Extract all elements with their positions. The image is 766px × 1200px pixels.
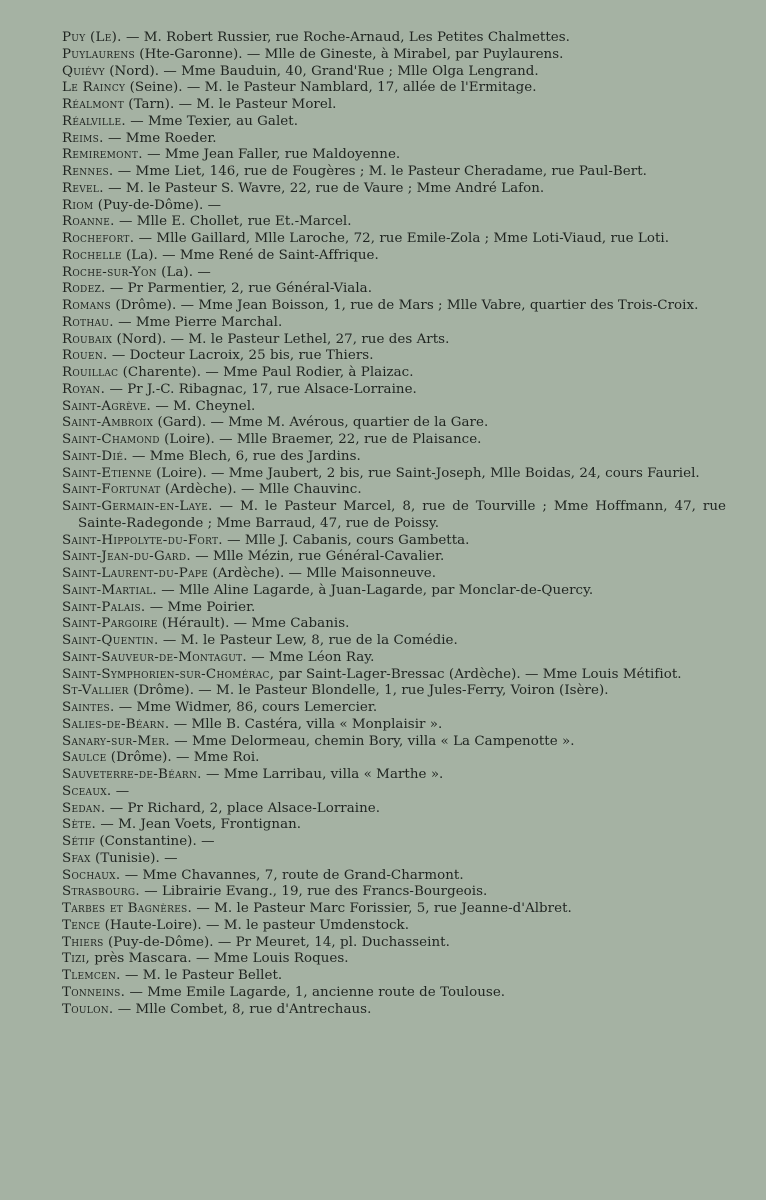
directory-entry bbox=[62, 884, 726, 901]
entry-place-name: Saint-Jean-du-Gard. bbox=[62, 549, 191, 565]
directory-entry bbox=[62, 248, 726, 265]
entry-place-name: Tence bbox=[62, 917, 101, 933]
directory-entry bbox=[62, 399, 726, 416]
entry-details: (Hte-Garonne). — Mlle de Gineste, à Mirabel, par Puylaurens. bbox=[134, 46, 564, 62]
entry-place-name: Tonneins. bbox=[62, 984, 126, 1000]
directory-entry bbox=[62, 231, 726, 248]
directory-entry bbox=[62, 499, 726, 533]
entry-place-name: Rouillac bbox=[62, 365, 119, 380]
entry-place-name: Sanary-sur-Mer. bbox=[62, 733, 170, 749]
directory-entry bbox=[62, 717, 726, 734]
entry-place-name: Saintes. bbox=[62, 700, 115, 715]
entry-place-name: Thiers bbox=[62, 934, 104, 950]
entry-details: (Ardèche). — Mlle Maisonneuve. bbox=[208, 566, 437, 581]
directory-entry bbox=[62, 214, 726, 231]
entry-details: — Mlle B. Castéra, villa « Monplaisir ». bbox=[169, 716, 443, 732]
entry-place-name: Riom bbox=[62, 197, 94, 213]
entry-details: (Haute-Loire). — M. le pasteur Umdenstock. bbox=[100, 917, 410, 933]
entry-details: — Librairie Evang., 19, rue des Francs-Bourgeois. bbox=[139, 884, 488, 900]
directory-entry bbox=[62, 80, 726, 97]
entry-place-name: Saint-Symphorien-sur-Chomérac, bbox=[62, 666, 275, 682]
entry-details: — Mme Liet, 146, rue de Fougères ; M. le Pasteur Cheradame, rue Paul-Bert. bbox=[113, 164, 647, 179]
entry-details: (Tunisie). — bbox=[90, 850, 178, 866]
entry-place-name: Tlemcen. bbox=[62, 968, 121, 983]
entry-place-name: Rodez. bbox=[62, 281, 106, 297]
directory-entry bbox=[62, 147, 726, 164]
directory-entry bbox=[62, 382, 726, 399]
entry-details: (Tarn). — M. le Pasteur Morel. bbox=[124, 97, 337, 112]
entry-place-name: Strasbourg. bbox=[62, 884, 140, 900]
entry-place-name: Saulce bbox=[62, 750, 107, 766]
entry-place-name: Réalmont bbox=[62, 97, 124, 112]
entry-details: — Docteur Lacroix, 25 bis, rue Thiers. bbox=[107, 348, 374, 364]
directory-entry bbox=[62, 482, 726, 499]
directory-entry bbox=[62, 901, 726, 918]
entry-details: — Mlle J. Cabanis, cours Gambetta. bbox=[222, 532, 470, 548]
entry-place-name: Le Raincy bbox=[62, 80, 126, 96]
directory-entry bbox=[62, 315, 726, 332]
directory-entry bbox=[62, 767, 726, 784]
entry-details: — Mme Texier, au Galet. bbox=[125, 113, 299, 129]
entry-details: — M. le Pasteur Marc Forissier, 5, rue Jeanne-d'Albret. bbox=[192, 901, 572, 916]
directory-entry bbox=[62, 64, 726, 81]
directory-entry bbox=[62, 1002, 726, 1019]
entry-place-name: Saint-Agrève. bbox=[62, 398, 152, 414]
entry-details: (Nord). — Mme Bauduin, 40, Grand'Rue ; Mlle Olga Lengrand. bbox=[104, 63, 539, 79]
entry-details: (Drôme). — Mme Jean Boisson, 1, rue de Mars ; Mlle Vabre, quartier des Trois-Croix. bbox=[111, 298, 699, 313]
entry-details: — M. le Pasteur Marcel, 8, rue de Tourville ; Mme Hoffmann, 47, rue Sainte-Radegonde ; Mme Barraud, 47, rue de Poissy. bbox=[78, 499, 726, 531]
entry-place-name: Sochaux. bbox=[62, 867, 121, 883]
directory-entry bbox=[62, 834, 726, 851]
entry-details: — Mme Pierre Marchal. bbox=[113, 314, 283, 330]
directory-entry bbox=[62, 348, 726, 365]
directory-entry bbox=[62, 47, 726, 64]
entry-place-name: Rouen. bbox=[62, 348, 108, 364]
entry-place-name: Saint-Laurent-du-Pape bbox=[62, 566, 209, 581]
directory-entry bbox=[62, 650, 726, 667]
entry-details: — Mme Larribau, villa « Marthe ». bbox=[201, 767, 444, 782]
entry-place-name: Rennes. bbox=[62, 164, 114, 179]
entry-place-name: Saint-Quentin. bbox=[62, 633, 159, 648]
entry-place-name: Roche-sur-Yon bbox=[62, 264, 157, 280]
directory-entry bbox=[62, 801, 726, 818]
entry-place-name: Sceaux. bbox=[62, 783, 112, 799]
directory-entry bbox=[62, 265, 726, 282]
directory-entry bbox=[62, 114, 726, 131]
entry-details: — Mme Jean Faller, rue Maldoyenne. bbox=[142, 147, 401, 163]
directory-entry bbox=[62, 951, 726, 968]
entry-place-name: Saint-Palais. bbox=[62, 599, 146, 615]
entry-place-name: Toulon. bbox=[62, 1001, 114, 1017]
directory-entry bbox=[62, 868, 726, 885]
entry-details: (La). — Mme René de Saint-Affrique. bbox=[121, 247, 379, 263]
entry-place-name: Reims. bbox=[62, 130, 104, 146]
entry-details: — Mme Poirier. bbox=[145, 599, 256, 615]
entry-details: — Mlle E. Chollet, rue Et.-Marcel. bbox=[114, 214, 352, 230]
entry-place-name: Sfax bbox=[62, 850, 91, 866]
directory-entry bbox=[62, 784, 726, 801]
entry-details: — M. Jean Voets, Frontignan. bbox=[96, 817, 302, 833]
directory-entry bbox=[62, 432, 726, 449]
entry-details: — M. Cheynel. bbox=[151, 398, 256, 414]
entry-place-name: Saint-Fortunat bbox=[62, 482, 161, 498]
entry-details: par Saint-Lager-Bressac (Ardèche). — Mme Louis Métifiot. bbox=[274, 666, 682, 682]
address-list bbox=[62, 30, 726, 1018]
entry-place-name: Rochelle bbox=[62, 247, 122, 263]
directory-entry bbox=[62, 365, 726, 382]
directory-entry bbox=[62, 30, 726, 47]
entry-place-name: Réalville. bbox=[62, 113, 126, 129]
directory-entry bbox=[62, 415, 726, 432]
entry-place-name: Saint-Dié. bbox=[62, 448, 128, 464]
entry-details: (Gard). — Mme M. Avérous, quartier de la Gare. bbox=[153, 415, 489, 431]
entry-details: (Loire). — Mme Jaubert, 2 bis, rue Saint-Joseph, Mlle Boidas, 24, cours Fauriel. bbox=[151, 465, 700, 481]
entry-place-name: Roanne. bbox=[62, 214, 115, 230]
entry-details: (Puy-de-Dôme). — Pr Meuret, 14, pl. Duchasseint. bbox=[103, 934, 450, 950]
directory-entry bbox=[62, 918, 726, 935]
entry-details: — Mme Emile Lagarde, 1, ancienne route de Toulouse. bbox=[125, 984, 506, 1000]
entry-place-name: Saint-Sauveur-de-Montagut. bbox=[62, 649, 247, 665]
directory-entry bbox=[62, 298, 726, 315]
directory-entry bbox=[62, 131, 726, 148]
entry-details: — M. Robert Russier, rue Roche-Arnaud, Les Petites Chalmettes. bbox=[121, 30, 570, 45]
directory-entry bbox=[62, 985, 726, 1002]
entry-place-name: Rochefort. bbox=[62, 231, 135, 246]
entry-details: — M. le Pasteur S. Wavre, 22, rue de Vaure ; Mme André Lafon. bbox=[103, 180, 545, 196]
directory-entry bbox=[62, 734, 726, 751]
entry-details: — bbox=[111, 783, 130, 799]
directory-entry bbox=[62, 683, 726, 700]
directory-entry bbox=[62, 281, 726, 298]
directory-entry bbox=[62, 817, 726, 834]
entry-details: (Charente). — Mme Paul Rodier, à Plaizac. bbox=[118, 365, 414, 380]
entry-place-name: Romans bbox=[62, 298, 112, 313]
entry-place-name: Quiévy bbox=[62, 63, 105, 79]
entry-place-name: Saint-Ambroix bbox=[62, 415, 154, 431]
entry-place-name: Saint-Pargoire bbox=[62, 616, 158, 632]
entry-details: (Nord). — M. le Pasteur Lethel, 27, rue des Arts. bbox=[112, 331, 450, 347]
directory-entry bbox=[62, 935, 726, 952]
directory-entry bbox=[62, 600, 726, 617]
entry-place-name: Sète. bbox=[62, 817, 97, 833]
directory-entry bbox=[62, 198, 726, 215]
entry-details: (Drôme). — M. le Pasteur Blondelle, 1, rue Jules-Ferry, Voiron (Isère). bbox=[128, 683, 609, 699]
directory-entry bbox=[62, 449, 726, 466]
entry-details: — M. le Pasteur Lew, 8, rue de la Comédie. bbox=[158, 633, 458, 648]
entry-details: — Mlle Aline Lagarde, à Juan-Lagarde, par Monclar-de-Quercy. bbox=[156, 582, 594, 598]
directory-entry bbox=[62, 332, 726, 349]
directory-entry bbox=[62, 667, 726, 684]
entry-details: — Mme Chavannes, 7, route de Grand-Charmont. bbox=[120, 867, 464, 883]
directory-entry bbox=[62, 968, 726, 985]
entry-place-name: Roubaix bbox=[62, 331, 113, 347]
directory-entry bbox=[62, 533, 726, 550]
directory-entry bbox=[62, 164, 726, 181]
directory-entry bbox=[62, 566, 726, 583]
entry-place-name: Saint-Etienne bbox=[62, 465, 152, 481]
directory-entry bbox=[62, 633, 726, 650]
entry-place-name: St-Vallier bbox=[62, 683, 129, 699]
directory-entry bbox=[62, 97, 726, 114]
entry-details: — Mme Roeder. bbox=[103, 130, 217, 146]
entry-details: — Mlle Combet, 8, rue d'Antrechaus. bbox=[113, 1001, 372, 1017]
entry-details: — Mme Blech, 6, rue des Jardins. bbox=[127, 448, 361, 464]
entry-place-name: Saint-Hippolyte-du-Fort. bbox=[62, 532, 223, 548]
entry-details: — Mlle Gaillard, Mlle Laroche, 72, rue Emile-Zola ; Mme Loti-Viaud, rue Loti. bbox=[134, 231, 670, 246]
entry-details: — Pr Richard, 2, place Alsace-Lorraine. bbox=[105, 800, 381, 816]
entry-place-name: Sétif bbox=[62, 834, 96, 849]
entry-place-name: Royan. bbox=[62, 381, 106, 397]
entry-details: (Puy-de-Dôme). — bbox=[93, 197, 222, 213]
entry-place-name: Tarbes et Bagnères. bbox=[62, 901, 193, 916]
entry-details: (Constantine). — bbox=[95, 834, 215, 849]
entry-place-name: Revel. bbox=[62, 180, 104, 196]
directory-entry bbox=[62, 549, 726, 566]
directory-entry bbox=[62, 466, 726, 483]
entry-details: (Loire). — Mlle Braemer, 22, rue de Plaisance. bbox=[159, 432, 482, 447]
directory-entry bbox=[62, 700, 726, 717]
entry-details: (Hérault). — Mme Cabanis. bbox=[157, 616, 350, 632]
entry-details: — Mlle Mézin, rue Général-Cavalier. bbox=[190, 549, 445, 565]
directory-entry bbox=[62, 616, 726, 633]
entry-details: — Mme Widmer, 86, cours Lemercier. bbox=[114, 700, 378, 715]
entry-place-name: Puy (Le). bbox=[62, 30, 122, 45]
entry-place-name: Sedan. bbox=[62, 800, 106, 816]
entry-details: — Pr J.-C. Ribagnac, 17, rue Alsace-Lorraine. bbox=[105, 381, 417, 397]
directory-entry bbox=[62, 750, 726, 767]
entry-place-name: Salies-de-Béarn. bbox=[62, 716, 170, 732]
entry-details: — Pr Parmentier, 2, rue Général-Viala. bbox=[105, 281, 373, 297]
entry-place-name: Saint-Martial. bbox=[62, 582, 157, 598]
entry-place-name: Puylaurens bbox=[62, 46, 135, 62]
entry-details: — Mme Delormeau, chemin Bory, villa « La Campenotte ». bbox=[169, 733, 575, 749]
entry-details: — M. le Pasteur Bellet. bbox=[120, 968, 283, 983]
entry-place-name: Sauveterre-de-Béarn. bbox=[62, 767, 202, 782]
entry-place-name: Saint-Chamond bbox=[62, 432, 160, 447]
entry-details: (La). — bbox=[156, 264, 211, 280]
entry-place-name: Rothau. bbox=[62, 314, 114, 330]
entry-details: (Seine). — M. le Pasteur Namblard, 17, allée de l'Ermitage. bbox=[125, 80, 537, 96]
entry-details: (Drôme). — Mme Roi. bbox=[106, 750, 260, 766]
entry-details: près Mascara. — Mme Louis Roques. bbox=[90, 951, 349, 967]
directory-entry bbox=[62, 851, 726, 868]
directory-entry bbox=[62, 583, 726, 600]
entry-place-name: Saint-Germain-en-Laye. bbox=[62, 499, 213, 514]
entry-place-name: Tizi, bbox=[62, 951, 91, 967]
entry-details: (Ardèche). — Mlle Chauvinc. bbox=[160, 482, 362, 498]
directory-entry bbox=[62, 181, 726, 198]
entry-place-name: Remiremont. bbox=[62, 147, 143, 163]
entry-details: — Mme Léon Ray. bbox=[246, 649, 375, 665]
